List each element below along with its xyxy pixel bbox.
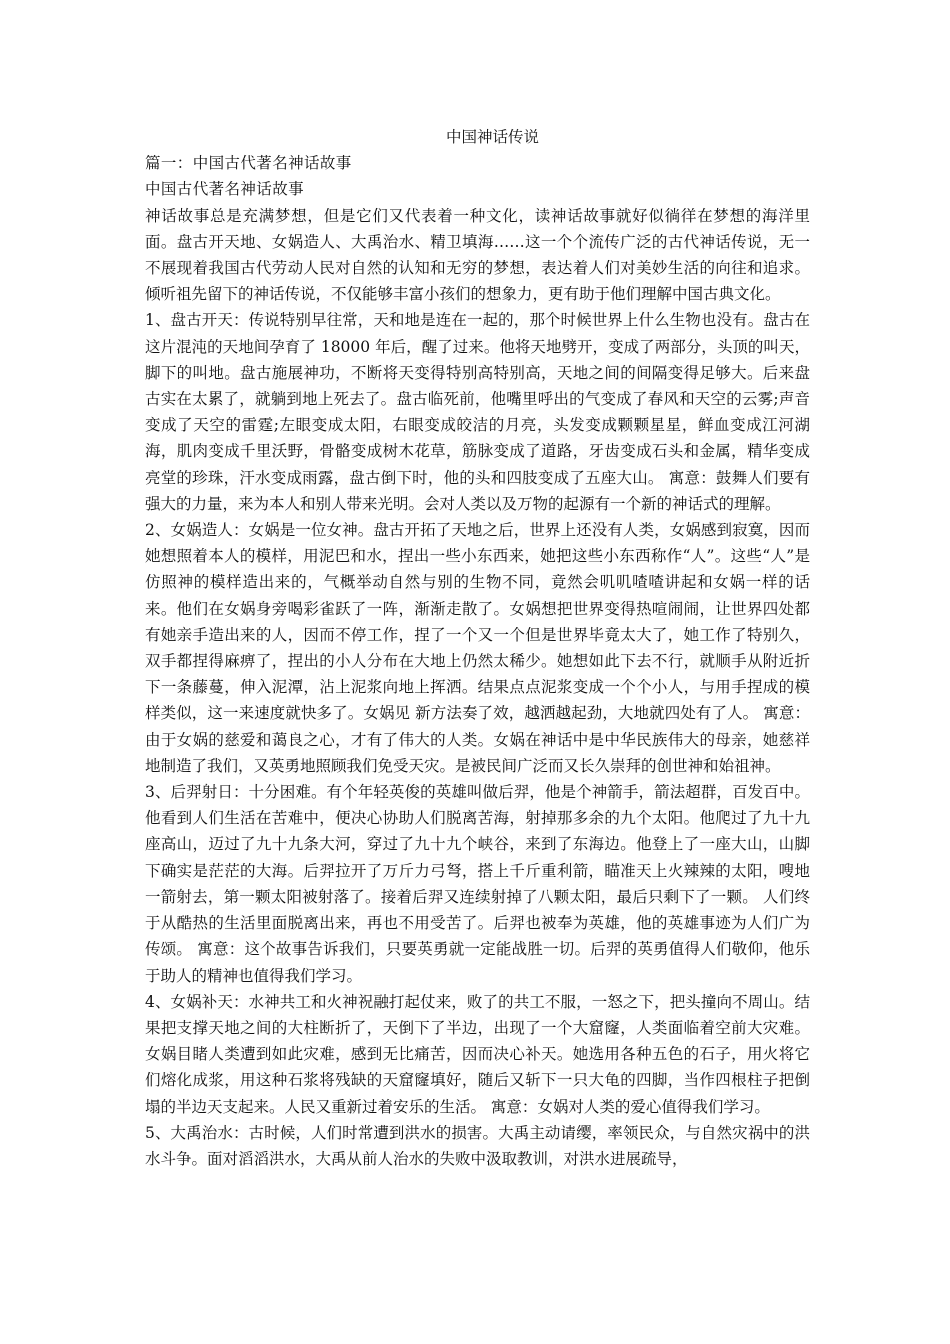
paragraph-dayu: 5、大禹治水：古时候，人们时常遭到洪水的损害。大禹主动请缨，率领民众，与自然灾祸中的洪水斗争。面对滔滔洪水，大禹从前人治水的失败中汲取教训，对洪水进展疏导， <box>145 1123 810 1168</box>
article-title: 中国古代著名神话故事 <box>145 180 305 199</box>
paragraph-nuwa-mends-sky: 4、女娲补天：水神共工和火神祝融打起仗来，败了的共工不服，一怒之下，把头撞向不周山。结果把支撑天地之间的大柱断折了，天倒下了半边，出现了一个大窟窿，人类面临着空前大灾难。女娲目睹人类遭到如此灾难，感到无比痛苦，因而决心补天。她选用各种五色的石子，用火将它们熔化成浆，用这种石浆将残缺的天窟窿填好，随后又斩下一只大龟的四脚，当作四根柱子把倒塌的半边天支起来。人民又重新过着安乐的生活。 寓意：女娲对人类的爱心值得我们学习。 <box>145 992 810 1116</box>
document-title: 中国神话传说 <box>445 128 539 146</box>
paragraph-pangu: 1、盘古开天：传说特别早往常，天和地是连在一起的，那个时候世界上什么生物也没有。盘古在这片混沌的天地间孕育了 18000 年后，醒了过来。他将天地劈开，变成了两部分，头顶的叫天，脚下的叫地。盘古施展神功，不断将天变得特别高特别高，天地之间的间隔变得足够大。后来盘古实在太累了，就躺到地上死去了。盘古临死前，他嘴里呼出的气变成了春风和天空的云雾;声音变成了天空的雷霆;左眼变成太阳，右眼变成皎洁的月亮，头发变成颗颗星星，鲜血变成江河湖海，肌肉变成千里沃野，骨骼变成树木花草，筋脉变成了道路，牙齿变成石头和金属，精华变成亮堂的珍珠，汗水变成雨露，盘古倒下时，他的头和四肢变成了五座大山。 寓意：鼓舞人们要有强大的力量，来为本人和别人带来光明。会对人类以及万物的起源有一个新的神话式的理解。 <box>145 311 810 513</box>
intro-paragraph: 神话故事总是充满梦想，但是它们又代表着一种文化，读神话故事就好似徜徉在梦想的海洋里面。盘古开天地、女娲造人、大禹治水、精卫填海……这一个个流传广泛的古代神话传说，无一不展现着我国古代劳动人民对自然的认知和无穷的梦想，表达着人们对美妙生活的向往和追求。倾听祖先留下的神话传说，不仅能够丰富小孩们的想象力，更有助于他们理解中国古典文化。 <box>145 206 810 304</box>
paragraph-nuwa-creates-humans: 2、女娲造人：女娲是一位女神。盘古开拓了天地之后，世界上还没有人类，女娲感到寂寞，因而她想照着本人的模样，用泥巴和水，捏出一些小东西来，她把这些小东西称作“人”。这些“人”是仿照神的模样造出来的，气概举动自然与别的生物不同，竟然会叽叽喳喳讲起和女娲一样的话来。他们在女娲身旁喝彩雀跃了一阵，渐渐走散了。女娲想把世界变得热喧闹闹，让世界四处都有她亲手造出来的人，因而不停工作，捏了一个又一个但是世界毕竟太大了，她工作了特别久，双手都捏得麻痹了，捏出的小人分布在大地上仍然太稀少。她想如此下去不行，就顺手从附近折下一条藤蔓，伸入泥潭，沾上泥浆向地上挥洒。结果点点泥浆变成一个个小人，与用手捏成的模样类似，这一来速度就快多了。女娲见 新方法奏了效，越洒越起劲，大地就四处有了人。 寓意：由于女娲的慈爱和蔼良之心，才有了伟大的人类。女娲在神话中是中华民族伟大的母亲，她慈祥地制造了我们，又英勇地照顾我们免受天灾。是被民间广泛而又长久崇拜的创世神和始祖神。 <box>145 521 810 775</box>
paragraph-houyi: 3、后羿射日：十分困难。有个年轻英俊的英雄叫做后羿，他是个神箭手，箭法超群，百发百中。他看到人们生活在苦难中，便决心协助人们脱离苦海，射掉那多余的九个太阳。他爬过了九十九座高山，迈过了九十九条大河，穿过了九十九个峡谷，来到了东海边。他登上了一座大山，山脚下确实是茫茫的大海。后羿拉开了万斤力弓弩，搭上千斤重利箭，瞄准天上火辣辣的太阳，嗖地一箭射去，第一颗太阳被射落了。接着后羿又连续射掉了八颗太阳，最后只剩下了一颗。 人们终于从酷热的生活里面脱离出来，再也不用受苦了。后羿也被奉为英雄，他的英雄事迹为人们广为传颂。 寓意：这个故事告诉我们，只要英勇就一定能战胜一切。后羿的英勇值得人们敬仰，他乐于助人的精神也值得我们学习。 <box>145 783 810 985</box>
section-heading: 篇一：中国古代著名神话故事 <box>145 154 352 173</box>
document-body <box>145 124 810 1172</box>
